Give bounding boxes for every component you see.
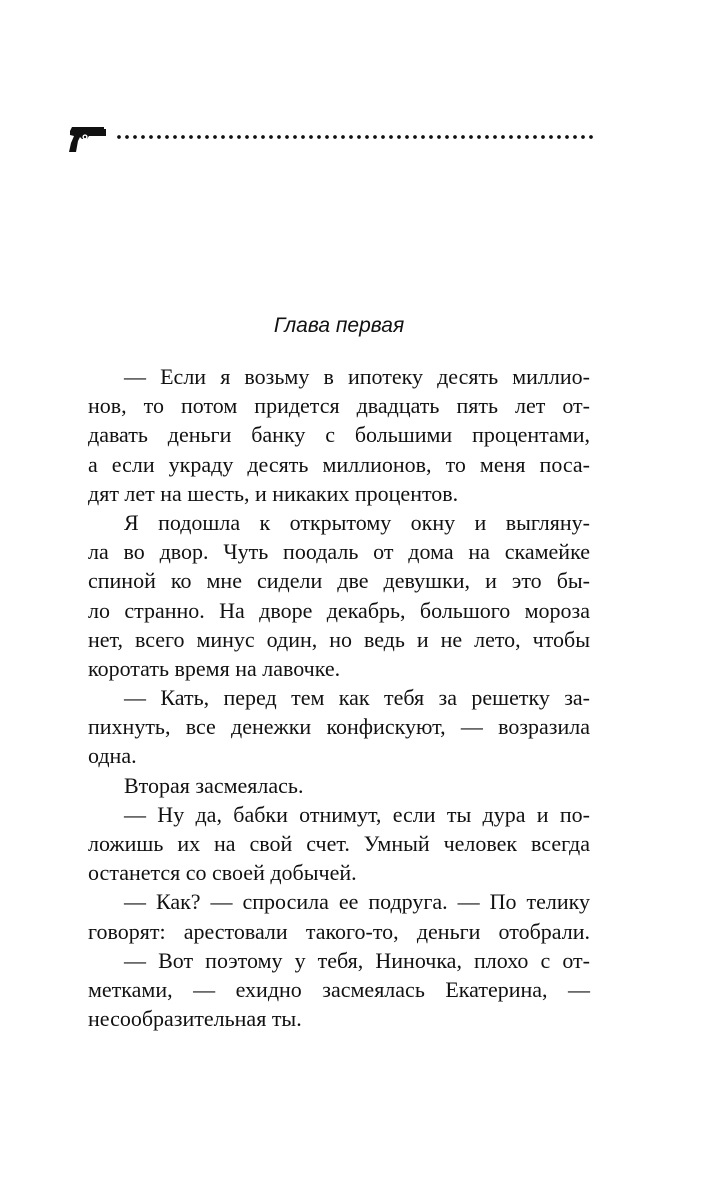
text-line: ло странно. На дворе декабрь, большого мороза bbox=[88, 597, 590, 623]
text-line: а если украду десять миллионов, то меня поса- bbox=[88, 451, 590, 477]
text-line: — Вот поэтому у тебя, Ниночка, плохо с от- bbox=[124, 947, 590, 973]
text-line: останется со своей добычей. bbox=[88, 860, 357, 886]
text-line: нет, всего минус один, но ведь и не лето, чтобы bbox=[88, 626, 590, 652]
text-line: говорят: арестовали такого-то, деньги отобрали. bbox=[88, 918, 590, 944]
text-line: ложишь их на свой счет. Умный человек всегда bbox=[88, 831, 590, 856]
text-line: метками, — ехидно засмеялась Екатерина, — bbox=[88, 976, 590, 1002]
header-ornament bbox=[68, 124, 594, 160]
text-line: ла во двор. Чуть поодаль от дома на скамейке bbox=[88, 539, 590, 565]
text-line: — Как? — спросила ее подруга. — По телику bbox=[124, 889, 590, 915]
text-line: дят лет на шесть, и никаких процентов. bbox=[88, 480, 459, 506]
dotted-rule bbox=[115, 134, 593, 140]
text-line: Я подошла к открытому окну и выгляну- bbox=[124, 509, 590, 535]
revolver-icon bbox=[68, 124, 108, 156]
text-line: одна. bbox=[88, 743, 137, 769]
text-line: — Если я возьму в ипотеку десять миллио- bbox=[124, 364, 590, 389]
text-line: — Ну да, бабки отнимут, если ты дура и по- bbox=[124, 801, 590, 827]
text-line: пихнуть, все денежки конфискуют, — возразила bbox=[88, 714, 590, 740]
text-line: несообразительная ты. bbox=[88, 1006, 302, 1032]
text-line: давать деньги банку с большими процентами, bbox=[88, 422, 590, 448]
chapter-title: Глава первая bbox=[273, 314, 405, 337]
text-line: Вторая засмеялась. bbox=[124, 772, 304, 798]
text-line: — Кать, перед тем как тебя за решетку за- bbox=[124, 685, 590, 711]
text-line: нов, то потом придется двадцать пять лет от- bbox=[88, 393, 590, 419]
text-line: спиной ко мне сидели две девушки, и это бы- bbox=[88, 568, 590, 594]
text-line: коротать время на лавочке. bbox=[88, 655, 341, 681]
body-text bbox=[88, 362, 590, 1033]
